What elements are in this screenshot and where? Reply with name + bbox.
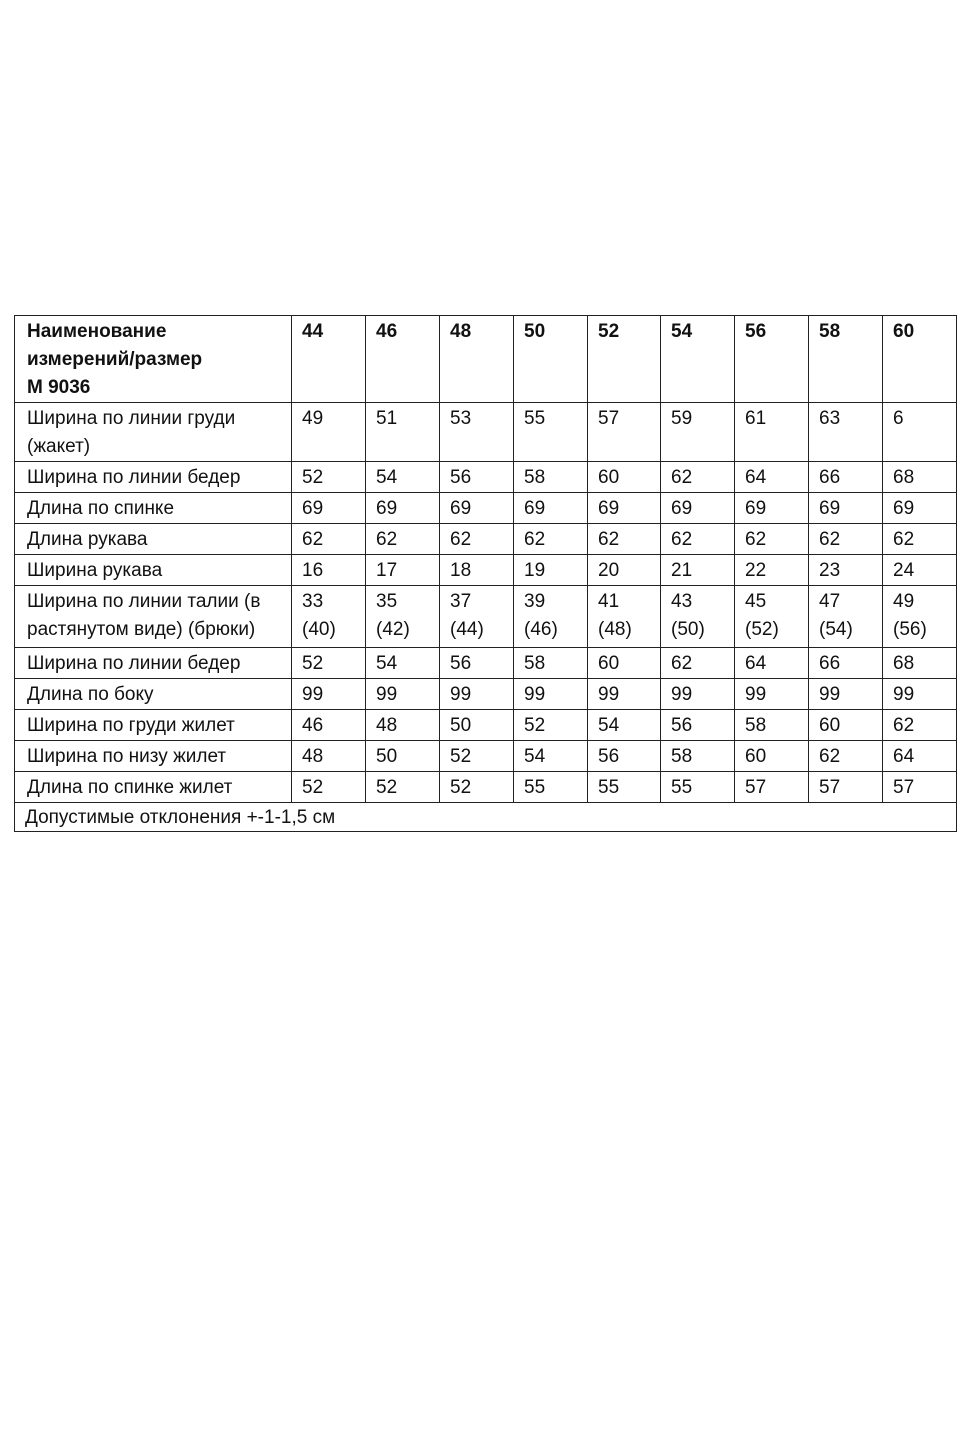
measurement-value-cell <box>735 555 809 586</box>
cell-line: 62 <box>671 653 693 674</box>
cell-line: (52) <box>745 619 779 640</box>
cell-line: (46) <box>524 619 558 640</box>
measurement-row <box>15 524 957 555</box>
measurement-value-cell <box>883 772 957 803</box>
tolerance-note: Допустимые отклонения +-1-1,5 см <box>15 803 957 832</box>
measurement-value-cell <box>661 586 735 648</box>
measurement-value-cell <box>809 524 883 555</box>
measurement-value-cell <box>883 403 957 462</box>
measurement-value-cell <box>661 493 735 524</box>
size-header-cell: 48 <box>440 316 514 403</box>
measurement-value-cell <box>514 586 588 648</box>
cell-line: Ширина по низу жилет <box>27 746 227 767</box>
cell-line: 69 <box>376 498 398 519</box>
cell-line: 69 <box>745 498 767 519</box>
measurement-value-cell <box>292 493 366 524</box>
measurement-value-cell <box>661 772 735 803</box>
cell-line: 60 <box>598 467 620 488</box>
measurement-name-cell <box>15 710 292 741</box>
measurement-value-cell <box>735 648 809 679</box>
measurement-value-cell <box>366 524 440 555</box>
measurement-value-cell <box>809 679 883 710</box>
cell-line: (48) <box>598 619 632 640</box>
measurement-name-cell <box>15 772 292 803</box>
measurement-value-cell <box>661 555 735 586</box>
measurement-name-cell <box>15 403 292 462</box>
cell-line: Длина по спинке <box>27 498 175 519</box>
measurement-value-cell <box>292 403 366 462</box>
cell-line: 52 <box>450 746 472 767</box>
cell-line: 60 <box>598 653 620 674</box>
cell-line: 56 <box>450 467 472 488</box>
cell-line: Длина по спинке жилет <box>27 777 233 798</box>
cell-line: 19 <box>524 560 546 581</box>
measurement-value-cell <box>588 555 661 586</box>
measurement-value-cell <box>292 710 366 741</box>
measurement-value-cell <box>588 462 661 493</box>
measurement-value-cell <box>514 710 588 741</box>
measurement-value-cell <box>883 648 957 679</box>
cell-line: 18 <box>450 560 472 581</box>
measurement-value-cell <box>366 586 440 648</box>
measurement-value-cell <box>440 555 514 586</box>
cell-line: измерений/размер <box>27 349 203 370</box>
measurement-name-cell <box>15 555 292 586</box>
cell-line: 6 <box>893 408 904 429</box>
measurement-row <box>15 679 957 710</box>
measurement-value-cell <box>735 524 809 555</box>
measurement-value-cell <box>514 493 588 524</box>
cell-line: 20 <box>598 560 620 581</box>
measurement-value-cell <box>292 648 366 679</box>
measurement-value-cell <box>883 462 957 493</box>
measurement-name-cell <box>15 648 292 679</box>
cell-line: 33 <box>302 591 324 612</box>
measurement-value-cell <box>366 493 440 524</box>
cell-line: 37 <box>450 591 472 612</box>
cell-line: 69 <box>524 498 546 519</box>
cell-line: (40) <box>302 619 336 640</box>
cell-line: 62 <box>524 529 546 550</box>
cell-line: Ширина по линии бедер <box>27 467 241 488</box>
measurement-value-cell <box>588 741 661 772</box>
measurement-value-cell <box>514 648 588 679</box>
cell-line: 53 <box>450 408 472 429</box>
measurement-row <box>15 403 957 462</box>
measurement-value-cell <box>809 772 883 803</box>
cell-line: 57 <box>819 777 841 798</box>
cell-line: Ширина по линии груди <box>27 408 236 429</box>
measurement-value-cell <box>588 493 661 524</box>
cell-line: 21 <box>671 560 693 581</box>
cell-line: 58 <box>524 467 546 488</box>
measurement-value-cell <box>735 679 809 710</box>
measurement-value-cell <box>809 648 883 679</box>
cell-line: 24 <box>893 560 915 581</box>
cell-line: 56 <box>598 746 620 767</box>
measurement-value-cell <box>661 524 735 555</box>
cell-line: (44) <box>450 619 484 640</box>
cell-line: 54 <box>598 715 620 736</box>
measurement-name-cell <box>15 679 292 710</box>
cell-line: (56) <box>893 619 927 640</box>
cell-line: 43 <box>671 591 693 612</box>
measurement-value-cell <box>735 403 809 462</box>
cell-line: Ширина по линии бедер <box>27 653 241 674</box>
cell-line: 62 <box>598 529 620 550</box>
cell-line: 64 <box>745 653 767 674</box>
cell-line: 48 <box>302 746 324 767</box>
cell-line: 69 <box>819 498 841 519</box>
measurement-value-cell <box>661 741 735 772</box>
cell-line: 22 <box>745 560 767 581</box>
measurement-value-cell <box>440 403 514 462</box>
size-chart-body <box>15 316 957 832</box>
measurement-value-cell <box>440 772 514 803</box>
measurement-value-cell <box>588 403 661 462</box>
cell-line: 99 <box>745 684 767 705</box>
cell-line: 69 <box>893 498 915 519</box>
measurement-row <box>15 462 957 493</box>
measurement-name-cell <box>15 493 292 524</box>
measurement-value-cell <box>514 555 588 586</box>
cell-line: 62 <box>376 529 398 550</box>
cell-line: 50 <box>376 746 398 767</box>
measurement-value-cell <box>735 710 809 741</box>
measurement-row <box>15 555 957 586</box>
size-header-cell: 50 <box>514 316 588 403</box>
measurement-value-cell <box>440 586 514 648</box>
cell-line: 62 <box>745 529 767 550</box>
size-header-cell: 44 <box>292 316 366 403</box>
cell-line: 69 <box>450 498 472 519</box>
cell-line: 63 <box>819 408 841 429</box>
cell-line: 62 <box>893 715 915 736</box>
cell-line: 58 <box>745 715 767 736</box>
measurement-value-cell <box>588 586 661 648</box>
measurement-value-cell <box>883 679 957 710</box>
measurement-value-cell <box>366 555 440 586</box>
measurement-value-cell <box>809 586 883 648</box>
measurement-value-cell <box>514 741 588 772</box>
cell-line: 54 <box>376 653 398 674</box>
cell-line: 47 <box>819 591 841 612</box>
cell-line: 62 <box>819 529 841 550</box>
cell-line: М 9036 <box>27 377 91 398</box>
cell-line: 41 <box>598 591 620 612</box>
measurement-value-cell <box>883 555 957 586</box>
cell-line: 52 <box>302 467 324 488</box>
cell-line: Длина по боку <box>27 684 154 705</box>
measurement-value-cell <box>440 741 514 772</box>
measurement-value-cell <box>735 493 809 524</box>
measurement-value-cell <box>292 555 366 586</box>
cell-line: растянутом виде) (брюки) <box>27 619 256 640</box>
measurement-value-cell <box>440 462 514 493</box>
cell-line: 56 <box>450 653 472 674</box>
measurement-value-cell <box>883 524 957 555</box>
measurement-row <box>15 772 957 803</box>
cell-line: 62 <box>302 529 324 550</box>
measurement-value-cell <box>735 462 809 493</box>
measurement-value-cell <box>883 710 957 741</box>
measurement-value-cell <box>735 741 809 772</box>
cell-line: 69 <box>302 498 324 519</box>
cell-line: 49 <box>302 408 324 429</box>
size-header-cell: 52 <box>588 316 661 403</box>
cell-line: Ширина по груди жилет <box>27 715 235 736</box>
measurement-value-cell <box>588 524 661 555</box>
measurement-value-cell <box>735 586 809 648</box>
measurement-row <box>15 493 957 524</box>
measurement-value-cell <box>514 679 588 710</box>
cell-line: 64 <box>745 467 767 488</box>
measurement-value-cell <box>661 648 735 679</box>
size-header-cell: 58 <box>809 316 883 403</box>
measurement-value-cell <box>661 679 735 710</box>
measurement-value-cell <box>735 772 809 803</box>
measurement-value-cell <box>292 586 366 648</box>
measurement-value-cell <box>661 403 735 462</box>
measurement-value-cell <box>366 710 440 741</box>
header-row <box>15 316 957 403</box>
cell-line: 99 <box>302 684 324 705</box>
measurement-value-cell <box>809 741 883 772</box>
measurement-value-cell <box>883 586 957 648</box>
cell-line: 64 <box>893 746 915 767</box>
size-header-cell: 60 <box>883 316 957 403</box>
cell-line: 50 <box>450 715 472 736</box>
size-header-cell: 56 <box>735 316 809 403</box>
cell-line: 16 <box>302 560 324 581</box>
size-header-cell: 54 <box>661 316 735 403</box>
cell-line: 52 <box>302 777 324 798</box>
measurement-value-cell <box>883 493 957 524</box>
cell-line: (жакет) <box>27 436 91 457</box>
measurement-value-cell <box>809 710 883 741</box>
cell-line: 55 <box>598 777 620 798</box>
cell-line: 58 <box>524 653 546 674</box>
measurement-row <box>15 586 957 648</box>
measurement-value-cell <box>809 462 883 493</box>
size-header-cell: 46 <box>366 316 440 403</box>
cell-line: Наименование <box>27 321 167 342</box>
cell-line: Ширина по линии талии (в <box>27 591 261 612</box>
measurement-value-cell <box>514 524 588 555</box>
measurement-value-cell <box>588 648 661 679</box>
cell-line: 60 <box>745 746 767 767</box>
cell-line: Длина рукава <box>27 529 148 550</box>
measurement-value-cell <box>661 710 735 741</box>
cell-line: 48 <box>376 715 398 736</box>
measurement-value-cell <box>588 710 661 741</box>
measurement-value-cell <box>366 462 440 493</box>
cell-line: 58 <box>671 746 693 767</box>
cell-line: 57 <box>745 777 767 798</box>
measurement-value-cell <box>292 462 366 493</box>
measurement-value-cell <box>588 679 661 710</box>
measurement-value-cell <box>292 772 366 803</box>
size-chart-table <box>14 315 957 832</box>
measurement-value-cell <box>809 555 883 586</box>
cell-line: 57 <box>893 777 915 798</box>
measurement-value-cell <box>440 710 514 741</box>
measurement-value-cell <box>366 772 440 803</box>
measurement-value-cell <box>366 679 440 710</box>
cell-line: 55 <box>524 777 546 798</box>
cell-line: 57 <box>598 408 620 429</box>
cell-line: 17 <box>376 560 398 581</box>
cell-line: 55 <box>671 777 693 798</box>
measurement-value-cell <box>366 403 440 462</box>
cell-line: 54 <box>376 467 398 488</box>
cell-line: 52 <box>302 653 324 674</box>
cell-line: 52 <box>450 777 472 798</box>
cell-line: 62 <box>450 529 472 550</box>
cell-line: (50) <box>671 619 705 640</box>
cell-line: 52 <box>524 715 546 736</box>
measurement-value-cell <box>514 403 588 462</box>
cell-line: 60 <box>819 715 841 736</box>
measurement-value-cell <box>366 648 440 679</box>
cell-line: 49 <box>893 591 915 612</box>
measurement-value-cell <box>292 524 366 555</box>
cell-line: 62 <box>893 529 915 550</box>
measurement-row <box>15 710 957 741</box>
header-label-cell <box>15 316 292 403</box>
cell-line: Ширина рукава <box>27 560 163 581</box>
footnote-row <box>15 803 957 832</box>
measurement-value-cell <box>366 741 440 772</box>
cell-line: 99 <box>598 684 620 705</box>
measurement-value-cell <box>809 493 883 524</box>
cell-line: 99 <box>376 684 398 705</box>
cell-line: 45 <box>745 591 767 612</box>
measurement-value-cell <box>292 741 366 772</box>
cell-line: 54 <box>524 746 546 767</box>
measurement-name-cell <box>15 462 292 493</box>
cell-line: 66 <box>819 653 841 674</box>
cell-line: 61 <box>745 408 767 429</box>
cell-line: 99 <box>524 684 546 705</box>
cell-line: 59 <box>671 408 693 429</box>
cell-line: 23 <box>819 560 841 581</box>
cell-line: 56 <box>671 715 693 736</box>
cell-line: (42) <box>376 619 410 640</box>
cell-line: 69 <box>671 498 693 519</box>
measurement-row <box>15 648 957 679</box>
cell-line: 39 <box>524 591 546 612</box>
measurement-value-cell <box>514 462 588 493</box>
cell-line: 68 <box>893 467 915 488</box>
cell-line: 62 <box>671 467 693 488</box>
measurement-value-cell <box>661 462 735 493</box>
cell-line: 66 <box>819 467 841 488</box>
measurement-name-cell <box>15 741 292 772</box>
measurement-value-cell <box>588 772 661 803</box>
measurement-value-cell <box>514 772 588 803</box>
measurement-value-cell <box>883 741 957 772</box>
cell-line: 62 <box>819 746 841 767</box>
cell-line: 62 <box>671 529 693 550</box>
cell-line: 99 <box>450 684 472 705</box>
measurement-name-cell <box>15 586 292 648</box>
cell-line: 69 <box>598 498 620 519</box>
measurement-name-cell <box>15 524 292 555</box>
measurement-value-cell <box>292 679 366 710</box>
measurement-value-cell <box>440 679 514 710</box>
cell-line: 55 <box>524 408 546 429</box>
cell-line: 99 <box>819 684 841 705</box>
cell-line: 51 <box>376 408 398 429</box>
cell-line: 68 <box>893 653 915 674</box>
measurement-value-cell <box>440 648 514 679</box>
cell-line: 46 <box>302 715 324 736</box>
measurement-row <box>15 741 957 772</box>
measurement-value-cell <box>809 403 883 462</box>
measurement-value-cell <box>440 493 514 524</box>
cell-line: 52 <box>376 777 398 798</box>
cell-line: 99 <box>893 684 915 705</box>
cell-line: (54) <box>819 619 853 640</box>
cell-line: 35 <box>376 591 398 612</box>
cell-line: 99 <box>671 684 693 705</box>
measurement-value-cell <box>440 524 514 555</box>
